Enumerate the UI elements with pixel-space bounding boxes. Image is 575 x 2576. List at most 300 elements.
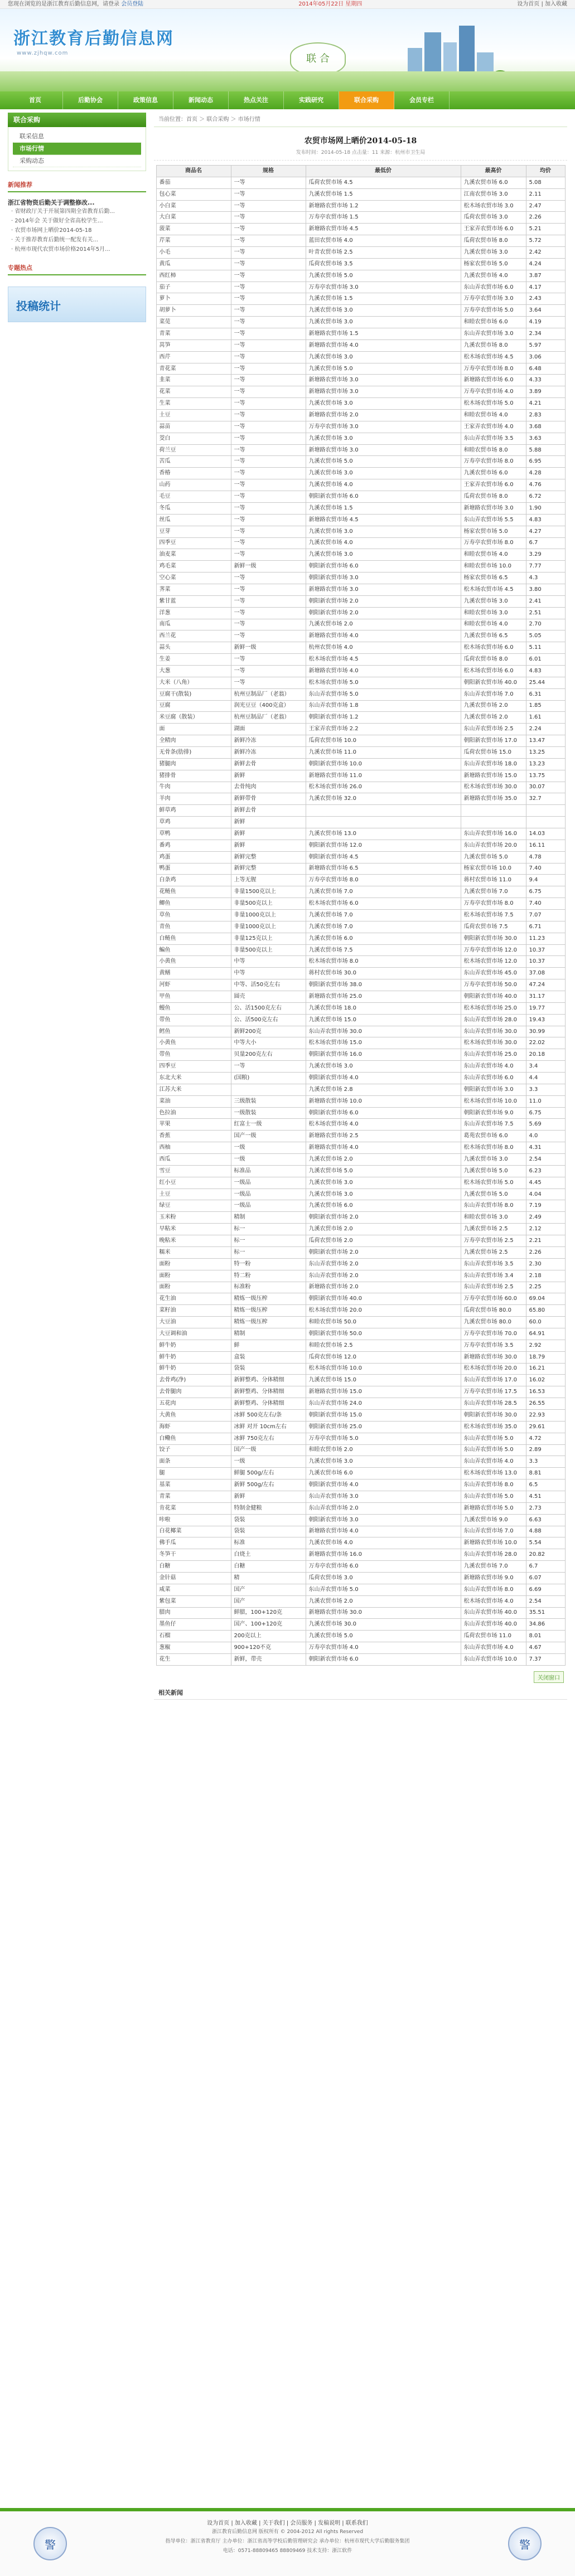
table-row bbox=[156, 1293, 565, 1305]
cell-avg: 3.87 bbox=[526, 270, 565, 282]
cell-name: 东北大米 bbox=[156, 1073, 231, 1084]
submission-stats-banner[interactable] bbox=[8, 287, 146, 322]
cell-avg: 13.47 bbox=[526, 735, 565, 747]
table-row bbox=[156, 1491, 565, 1502]
cell-spec: 袋装 bbox=[231, 1363, 306, 1375]
cell-spec: 新鲜完整 bbox=[231, 851, 306, 863]
nav-hot[interactable]: 热点关注 bbox=[229, 91, 284, 109]
nav-research[interactable]: 实践研究 bbox=[284, 91, 339, 109]
cell-low: 朝阳新农贸市场 2.0 bbox=[306, 607, 461, 619]
cell-high: 松木场农贸市场 10.0 bbox=[461, 1095, 526, 1107]
table-row bbox=[156, 247, 565, 259]
cell-low bbox=[306, 817, 461, 828]
cell-spec: 一等 bbox=[231, 421, 306, 433]
table-row bbox=[156, 1258, 565, 1270]
cell-avg: 6.7 bbox=[526, 537, 565, 549]
cell-high: 松木场农贸市场 6.0 bbox=[461, 642, 526, 654]
cell-low: 朝阳新农贸市场 10.0 bbox=[306, 758, 461, 770]
cell-low: 和睦农贸市场 2.5 bbox=[306, 1340, 461, 1351]
table-row bbox=[156, 968, 565, 979]
cell-spec: 一等 bbox=[231, 665, 306, 677]
cell-avg: 5.08 bbox=[526, 177, 565, 188]
cell-name: 蒜头 bbox=[156, 642, 231, 654]
cell-low: 九溪农贸市场 2.0 bbox=[306, 1595, 461, 1607]
cell-spec: 鲜 bbox=[231, 1340, 306, 1351]
cell-avg: 4.67 bbox=[526, 1642, 565, 1654]
cell-name: 腿 bbox=[156, 1468, 231, 1479]
cell-high: 东山弄农贸市场 4.0 bbox=[461, 1061, 526, 1073]
table-row bbox=[156, 688, 565, 700]
cell-spec: 一等 bbox=[231, 549, 306, 561]
sidebar bbox=[8, 113, 146, 1700]
table-row bbox=[156, 1468, 565, 1479]
police-badge-icon[interactable]: 警 bbox=[508, 2527, 542, 2560]
table-row bbox=[156, 1444, 565, 1456]
cell-high: 东山弄农贸市场 18.0 bbox=[461, 758, 526, 770]
cell-name: 白花椰菜 bbox=[156, 1526, 231, 1537]
cell-spec: 贝量200克左右 bbox=[231, 1049, 306, 1061]
cell-avg: 6.48 bbox=[526, 363, 565, 375]
cell-high: 九溪农贸市场 6.0 bbox=[461, 468, 526, 479]
cell-spec: 精炼一级压榨 bbox=[231, 1317, 306, 1328]
cell-spec: 一等 bbox=[231, 1061, 306, 1073]
table-row bbox=[156, 282, 565, 293]
cell-name: 面粉 bbox=[156, 1282, 231, 1293]
cell-spec: 国产一级 bbox=[231, 1444, 306, 1456]
news-item[interactable]: · 关于推荐教育后勤统一配发有关... bbox=[11, 237, 98, 243]
cell-name: 面条 bbox=[156, 1456, 231, 1468]
cell-avg: 7.40 bbox=[526, 863, 565, 875]
cell-spec: 一等 bbox=[231, 282, 306, 293]
cell-avg: 6.71 bbox=[526, 921, 565, 933]
table-row bbox=[156, 537, 565, 549]
cell-spec: 一等 bbox=[231, 375, 306, 386]
cell-avg: 2.51 bbox=[526, 607, 565, 619]
cell-avg: 4.45 bbox=[526, 1177, 565, 1188]
main-content bbox=[154, 113, 567, 1700]
police-badge-icon[interactable]: 警 bbox=[33, 2527, 67, 2560]
cell-name: 葱椒 bbox=[156, 1642, 231, 1654]
cell-high: 瓜荷农贸市场 7.5 bbox=[461, 921, 526, 933]
cell-name: 牛肉 bbox=[156, 782, 231, 793]
cell-low: 松木场农贸市场 4.0 bbox=[306, 1119, 461, 1131]
cell-avg: 29.61 bbox=[526, 1421, 565, 1433]
cell-low: 新塘路农贸市场 25.0 bbox=[306, 991, 461, 1003]
header-seal: 联 合 bbox=[290, 42, 346, 76]
sidebar-item-purchase[interactable]: 采购动态 bbox=[13, 155, 141, 167]
cell-spec: 去骨纯肉 bbox=[231, 782, 306, 793]
table-row bbox=[156, 1479, 565, 1491]
cell-low: 九溪农贸市场 7.5 bbox=[306, 944, 461, 956]
cell-avg: 2.54 bbox=[526, 1154, 565, 1166]
cell-high: 东山弄农贸市场 25.0 bbox=[461, 1049, 526, 1061]
table-row bbox=[156, 1433, 565, 1444]
nav-association[interactable]: 后勤协会 bbox=[63, 91, 118, 109]
cell-avg: 3.89 bbox=[526, 386, 565, 398]
top-strip bbox=[0, 0, 575, 9]
cell-high: 新塘路农贸市场 35.0 bbox=[461, 793, 526, 805]
cell-high: 东山弄农贸市场 40.0 bbox=[461, 1619, 526, 1631]
table-row bbox=[156, 1502, 565, 1514]
cell-high: 万寿亭农贸市场 70.0 bbox=[461, 1328, 526, 1340]
table-row bbox=[156, 410, 565, 421]
cell-avg: 3.68 bbox=[526, 421, 565, 433]
cell-avg: 6.75 bbox=[526, 1107, 565, 1119]
table-row bbox=[156, 293, 565, 305]
sidebar-item-info[interactable]: 联采信息 bbox=[13, 130, 141, 143]
table-row bbox=[156, 398, 565, 410]
nav-news[interactable]: 新闻动态 bbox=[173, 91, 229, 109]
cell-high: 瓜荷农贸市场 8.0 bbox=[461, 491, 526, 503]
cell-spec: 非量1000克以上 bbox=[231, 910, 306, 921]
cell-spec: 非量1500克以上 bbox=[231, 886, 306, 898]
cell-high: 和睦农贸市场 6.0 bbox=[461, 317, 526, 328]
news-item[interactable]: · 省财政厅关于开展第四期全省教育后勤... bbox=[11, 208, 115, 215]
cell-name: 花鲢鱼 bbox=[156, 886, 231, 898]
cell-name: 面粉 bbox=[156, 1270, 231, 1282]
cell-spec: 袋装 bbox=[231, 1526, 306, 1537]
cell-name: 草鱼 bbox=[156, 910, 231, 921]
cell-high: 九溪农贸市场 7.0 bbox=[461, 886, 526, 898]
cell-avg: 20.18 bbox=[526, 1049, 565, 1061]
cell-name: 茭白 bbox=[156, 433, 231, 444]
table-row bbox=[156, 421, 565, 433]
cell-low: 朝阳新农贸市场 6.0 bbox=[306, 491, 461, 503]
sidebar-title: 联合采购 bbox=[8, 113, 146, 127]
cell-high: 九溪农贸市场 2.0 bbox=[461, 700, 526, 712]
login-link[interactable]: 会员登陆 bbox=[121, 1, 144, 7]
cell-spec: 非量500克以上 bbox=[231, 944, 306, 956]
cell-low: 松木场农贸市场 26.0 bbox=[306, 782, 461, 793]
cell-low: 九溪农贸市场 2.0 bbox=[306, 1224, 461, 1235]
table-row bbox=[156, 526, 565, 537]
cell-spec: 中等 bbox=[231, 956, 306, 968]
cell-high: 万寿亭农贸市场 3.0 bbox=[461, 293, 526, 305]
site-logo-url: www.zjhqw.com bbox=[17, 50, 69, 56]
cell-high: 松木场农贸市场 20.0 bbox=[461, 1363, 526, 1375]
cell-low: 万寿亭农贸市场 6.0 bbox=[306, 1561, 461, 1573]
table-row bbox=[156, 863, 565, 875]
cell-low: 朝阳新农贸市场 16.0 bbox=[306, 1049, 461, 1061]
cell-high: 东山弄农贸市场 16.0 bbox=[461, 828, 526, 840]
cell-low: 万寿亭农贸市场 5.0 bbox=[306, 1433, 461, 1444]
cell-avg: 1.90 bbox=[526, 502, 565, 514]
cell-low: 九溪农贸市场 5.0 bbox=[306, 270, 461, 282]
cell-low: 朝阳新农贸市场 3.0 bbox=[306, 1514, 461, 1526]
table-row bbox=[156, 1049, 565, 1061]
table-row bbox=[156, 1561, 565, 1573]
home-favorite-links[interactable]: 设为首页 | 加入收藏 bbox=[517, 1, 567, 7]
cell-avg: 37.08 bbox=[526, 968, 565, 979]
cell-low: 九溪农贸市场 15.0 bbox=[306, 1014, 461, 1026]
cell-low: 松木场农贸市场 5.0 bbox=[306, 677, 461, 688]
cell-name: 冬瓜 bbox=[156, 502, 231, 514]
cell-avg: 2.73 bbox=[526, 1502, 565, 1514]
cell-high: 朝阳新农贸市场 3.0 bbox=[461, 1084, 526, 1095]
cell-low: 新塘路农贸市场 6.5 bbox=[306, 863, 461, 875]
cell-high: 王家弄农贸市场 6.0 bbox=[461, 224, 526, 235]
cell-low: 九溪农贸市场 1.5 bbox=[306, 502, 461, 514]
cell-low: 松木场农贸市场 15.0 bbox=[306, 1037, 461, 1049]
cell-name: 河虾 bbox=[156, 979, 231, 991]
cell-low: 九溪农贸市场 3.0 bbox=[306, 351, 461, 363]
cell-low: 新塘路农贸市场 3.0 bbox=[306, 386, 461, 398]
cell-name: 黄瓜 bbox=[156, 258, 231, 270]
cell-high: 九溪农贸市场 5.0 bbox=[461, 1165, 526, 1177]
cell-avg: 4.83 bbox=[526, 514, 565, 526]
cell-low: 九溪农贸市场 5.0 bbox=[306, 456, 461, 468]
cell-name: 土豆 bbox=[156, 1188, 231, 1200]
cell-name: 小黄鱼 bbox=[156, 956, 231, 968]
table-row bbox=[156, 1084, 565, 1095]
welcome-text bbox=[8, 0, 143, 8]
news-item[interactable]: · 农贸市场网上晒价2014-05-18 bbox=[11, 227, 92, 234]
cell-high bbox=[461, 805, 526, 817]
cell-name: 白糖 bbox=[156, 1561, 231, 1573]
cell-low: 朝阳新农贸市场 6.0 bbox=[306, 561, 461, 573]
table-row bbox=[156, 851, 565, 863]
cell-spec: 一等 bbox=[231, 200, 306, 212]
table-row bbox=[156, 200, 565, 212]
cell-name: 鸭蛋 bbox=[156, 863, 231, 875]
cell-spec: 新鲜 bbox=[231, 817, 306, 828]
cell-name: 茄子 bbox=[156, 282, 231, 293]
cell-spec: 一级 bbox=[231, 1142, 306, 1154]
cell-avg: 6.5 bbox=[526, 1479, 565, 1491]
news-item[interactable]: · 杭州市现代农贸市场价格2014年5月... bbox=[11, 246, 110, 253]
cell-low: 九溪农贸市场 3.0 bbox=[306, 433, 461, 444]
cell-high: 王家弄农贸市场 4.0 bbox=[461, 421, 526, 433]
cell-spec: 非量1000克以上 bbox=[231, 921, 306, 933]
table-row bbox=[156, 991, 565, 1003]
cell-name: 鲜牛奶 bbox=[156, 1340, 231, 1351]
cell-spec: 非量125克以上 bbox=[231, 933, 306, 944]
cell-spec: 一等 bbox=[231, 607, 306, 619]
cell-avg: 9.4 bbox=[526, 875, 565, 886]
close-window-button[interactable]: 关闭窗口 bbox=[534, 1671, 564, 1683]
cell-low: 瓜荷农贸市场 3.0 bbox=[306, 1572, 461, 1584]
cell-avg: 2.26 bbox=[526, 1246, 565, 1258]
cell-high: 东山弄农贸市场 28.0 bbox=[461, 1014, 526, 1026]
cell-low: 朝阳新农贸市场 6.0 bbox=[306, 1107, 461, 1119]
cell-high: 松木场农贸市场 5.0 bbox=[461, 398, 526, 410]
table-row bbox=[156, 1642, 565, 1654]
cell-spec: (国粮) bbox=[231, 1073, 306, 1084]
cell-name: 鳕鱼 bbox=[156, 1026, 231, 1037]
nav-members[interactable]: 会员专栏 bbox=[394, 91, 450, 109]
footer-contact: 电话：0571-88809465 88809469 技术支持：浙江软件 bbox=[223, 2548, 352, 2554]
cell-name: 花生油 bbox=[156, 1293, 231, 1305]
cell-spec: 900+120不克 bbox=[231, 1642, 306, 1654]
cell-name: 西红柿 bbox=[156, 270, 231, 282]
cell-avg: 4.4 bbox=[526, 1073, 565, 1084]
cell-high: 万寿亭农贸市场 5.0 bbox=[461, 305, 526, 317]
cell-spec: 精制 bbox=[231, 1212, 306, 1224]
cell-name: 番鸡 bbox=[156, 840, 231, 851]
cell-low: 朝阳新农贸市场 4.5 bbox=[306, 851, 461, 863]
table-row bbox=[156, 468, 565, 479]
cell-high: 松木场农贸市场 4.0 bbox=[461, 1595, 526, 1607]
table-row bbox=[156, 875, 565, 886]
cell-low: 九溪农贸市场 3.0 bbox=[306, 1456, 461, 1468]
cell-low: 东山弄农贸市场 5.0 bbox=[306, 1584, 461, 1595]
cell-name: 基菜 bbox=[156, 1479, 231, 1491]
cell-name: 鳗鱼 bbox=[156, 1002, 231, 1014]
cell-high: 九溪农贸市场 2.5 bbox=[461, 1246, 526, 1258]
cell-avg: 4.0 bbox=[526, 1131, 565, 1142]
cell-avg: 5.69 bbox=[526, 1119, 565, 1131]
table-row bbox=[156, 898, 565, 910]
table-row bbox=[156, 1142, 565, 1154]
cell-spec: 新鲜去骨 bbox=[231, 805, 306, 817]
nav-procurement[interactable]: 联合采购 bbox=[339, 91, 394, 109]
news-item[interactable]: · 2014年会 关于做好全省高校学生... bbox=[11, 218, 103, 224]
cell-name: 鲫鱼 bbox=[156, 898, 231, 910]
table-row bbox=[156, 956, 565, 968]
table-row bbox=[156, 561, 565, 573]
cell-avg: 2.26 bbox=[526, 212, 565, 224]
table-row bbox=[156, 305, 565, 317]
cell-avg: 4.31 bbox=[526, 1142, 565, 1154]
sidebar-item-market[interactable]: 市场行情 bbox=[13, 143, 141, 155]
cell-avg: 4.17 bbox=[526, 282, 565, 293]
table-row bbox=[156, 1328, 565, 1340]
site-footer bbox=[0, 2508, 575, 2576]
news-headline[interactable]: 浙江省物资后勤关于调整修改... bbox=[8, 199, 95, 206]
cell-high: 东山弄农贸市场 30.0 bbox=[461, 1026, 526, 1037]
table-row bbox=[156, 1235, 565, 1247]
cell-high: 东山弄农贸市场 4.0 bbox=[461, 1456, 526, 1468]
cell-name: 生姜 bbox=[156, 654, 231, 666]
cell-name: 毛豆 bbox=[156, 491, 231, 503]
site-logo[interactable]: 浙江教育后勤信息网 bbox=[13, 29, 174, 48]
cell-low: 九溪农贸市场 15.0 bbox=[306, 1375, 461, 1386]
cell-spec: 一等 bbox=[231, 410, 306, 421]
cell-low: 和睦农贸市场 2.0 bbox=[306, 1444, 461, 1456]
cell-spec: 标准粉 bbox=[231, 1282, 306, 1293]
cell-spec: 精炼一级压榨 bbox=[231, 1293, 306, 1305]
table-row bbox=[156, 549, 565, 561]
table-row bbox=[156, 1188, 565, 1200]
cell-spec: 冰鲜 750克左右 bbox=[231, 1433, 306, 1444]
cell-avg: 2.24 bbox=[526, 724, 565, 735]
cell-name: 带鱼 bbox=[156, 1049, 231, 1061]
cell-spec: 白烧土 bbox=[231, 1549, 306, 1561]
cell-low: 朝阳新农贸市场 3.0 bbox=[306, 573, 461, 584]
cell-spec: 一等 bbox=[231, 258, 306, 270]
header-grass bbox=[0, 71, 575, 91]
cell-high: 瓜荷农贸市场 8.0 bbox=[461, 235, 526, 247]
table-row bbox=[156, 758, 565, 770]
footer-links[interactable]: 设为首页 | 加入收藏 | 关于我们 | 会员服务 | 发稿说明 | 联系我们 bbox=[207, 2520, 368, 2526]
cell-avg: 18.79 bbox=[526, 1351, 565, 1363]
cell-name: 菜油 bbox=[156, 1095, 231, 1107]
cell-avg: 16.21 bbox=[526, 1363, 565, 1375]
cell-high: 东山弄农贸市场 2.5 bbox=[461, 724, 526, 735]
cell-avg: 6.95 bbox=[526, 456, 565, 468]
cell-high: 瓜荷农贸市场 8.0 bbox=[461, 654, 526, 666]
cell-low: 松木场农贸市场 20.0 bbox=[306, 1305, 461, 1317]
cell-spec: 一级 bbox=[231, 1456, 306, 1468]
cell-spec: 一等 bbox=[231, 398, 306, 410]
cell-spec: 精制 bbox=[231, 1328, 306, 1340]
nav-home[interactable]: 首页 bbox=[8, 91, 63, 109]
cell-spec: 国产、100+120克 bbox=[231, 1619, 306, 1631]
cell-high: 九溪农贸市场 3.0 bbox=[461, 1154, 526, 1166]
cell-low: 九溪农贸市场 3.0 bbox=[306, 1061, 461, 1073]
cell-low: 九溪农贸市场 6.0 bbox=[306, 933, 461, 944]
cell-name: 大豆油 bbox=[156, 1317, 231, 1328]
cell-high: 朝阳新农贸市场 40.0 bbox=[461, 677, 526, 688]
cell-avg: 8.81 bbox=[526, 1468, 565, 1479]
cell-low: 新塘路农贸市场 3.0 bbox=[306, 444, 461, 456]
cell-spec: 新鲜一级 bbox=[231, 561, 306, 573]
cell-high: 东山弄农贸市场 6.0 bbox=[461, 282, 526, 293]
cell-high: 东山弄农贸市场 28.0 bbox=[461, 1549, 526, 1561]
cell-spec: 特制金健粮 bbox=[231, 1502, 306, 1514]
cell-low: 朝阳新农贸市场 2.0 bbox=[306, 1246, 461, 1258]
cell-high: 瓜荷农贸市场 15.0 bbox=[461, 746, 526, 758]
table-row bbox=[156, 1421, 565, 1433]
cell-spec: 一级 bbox=[231, 1154, 306, 1166]
cell-avg: 2.89 bbox=[526, 1444, 565, 1456]
cell-low: 朝阳新农贸市场 4.0 bbox=[306, 1073, 461, 1084]
cell-name: 草鸭 bbox=[156, 828, 231, 840]
cell-high: 杨家农贸市场 6.5 bbox=[461, 573, 526, 584]
cell-high: 新塘路农贸市场 5.0 bbox=[461, 1502, 526, 1514]
cell-high: 松木场农贸市场 3.0 bbox=[461, 200, 526, 212]
cell-avg: 35.51 bbox=[526, 1607, 565, 1619]
cell-high: 松木场农贸市场 6.0 bbox=[461, 665, 526, 677]
table-row bbox=[156, 665, 565, 677]
cell-high: 万寿亭农贸市场 4.0 bbox=[461, 386, 526, 398]
cell-low: 九溪农贸市场 3.0 bbox=[306, 1188, 461, 1200]
cell-high: 和睦农贸市场 4.0 bbox=[461, 549, 526, 561]
cell-name: 晚粘米 bbox=[156, 1235, 231, 1247]
cell-avg: 4.19 bbox=[526, 317, 565, 328]
cell-avg: 25.44 bbox=[526, 677, 565, 688]
table-row bbox=[156, 1607, 565, 1619]
cell-spec: 标一 bbox=[231, 1246, 306, 1258]
cell-avg: 3.3 bbox=[526, 1084, 565, 1095]
cell-low: 东山弄农贸市场 2.0 bbox=[306, 1502, 461, 1514]
cell-spec: 冰鲜 对开 10cm左右 bbox=[231, 1421, 306, 1433]
cell-spec: 冰鲜 500克左右/条 bbox=[231, 1409, 306, 1421]
nav-policy[interactable]: 政策信息 bbox=[118, 91, 173, 109]
cell-avg: 1.61 bbox=[526, 712, 565, 724]
cell-high: 九溪农贸市场 6.5 bbox=[461, 630, 526, 642]
cell-spec: 鲜腿 500g/左右 bbox=[231, 1468, 306, 1479]
table-row bbox=[156, 328, 565, 340]
col-header-avg: 均价 bbox=[526, 166, 565, 177]
table-row bbox=[156, 351, 565, 363]
cell-avg: 5.88 bbox=[526, 444, 565, 456]
cell-avg: 4.72 bbox=[526, 1433, 565, 1444]
cell-name: 豆腐 bbox=[156, 700, 231, 712]
cell-spec: 一等 bbox=[231, 224, 306, 235]
table-row bbox=[156, 933, 565, 944]
cell-avg: 5.97 bbox=[526, 339, 565, 351]
table-row bbox=[156, 1351, 565, 1363]
cell-avg: 11.0 bbox=[526, 1095, 565, 1107]
cell-high: 松木场农贸市场 4.5 bbox=[461, 584, 526, 595]
article-title: 农贸市场网上晒价2014-05-18 bbox=[304, 137, 417, 145]
cell-name: 鲜草鸡 bbox=[156, 805, 231, 817]
cell-name: 玉米粉 bbox=[156, 1212, 231, 1224]
table-row bbox=[156, 456, 565, 468]
cell-high: 和睦农贸市场 4.0 bbox=[461, 410, 526, 421]
cell-low: 东山弄农贸市场 1.8 bbox=[306, 700, 461, 712]
